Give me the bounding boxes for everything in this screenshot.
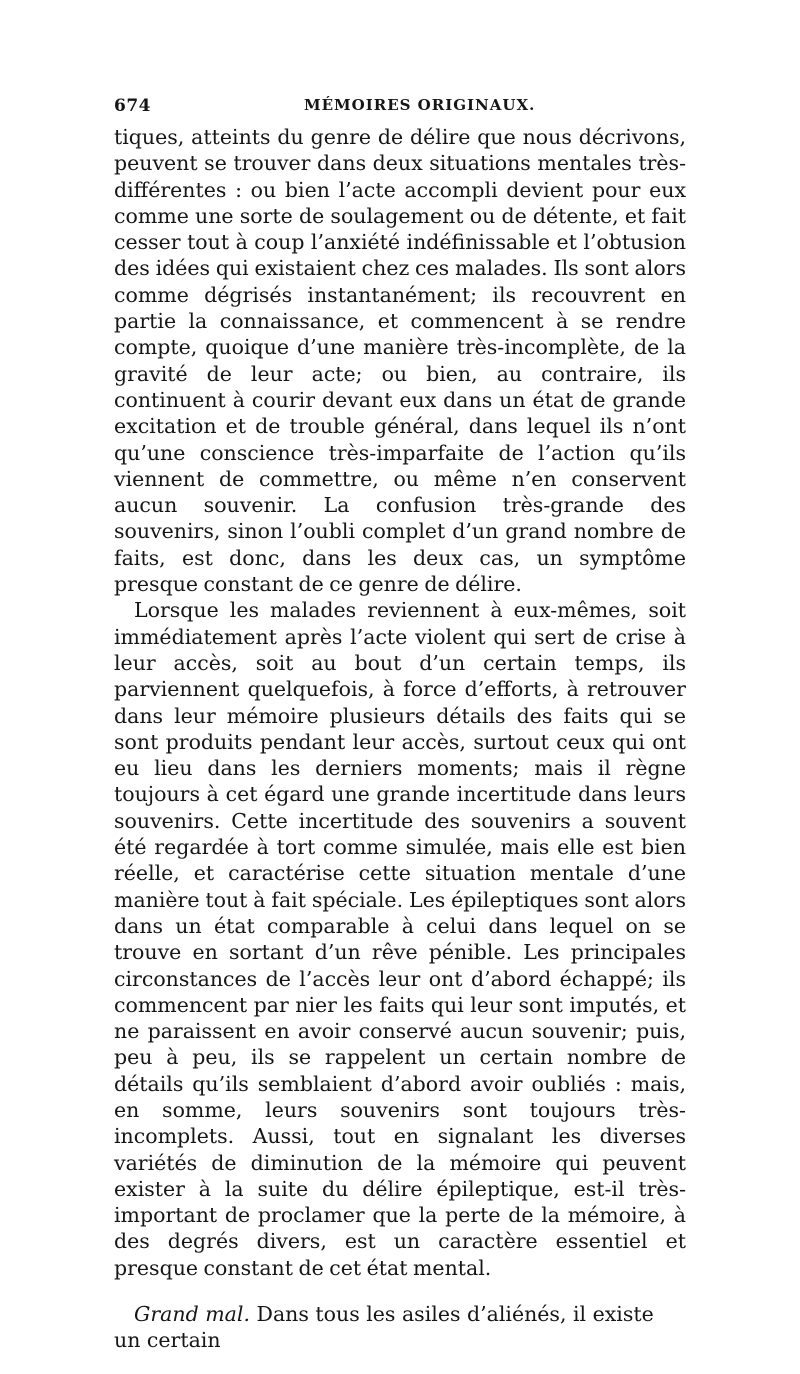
paragraph-memory: Lorsque les malades reviennent à eux-mêmes, soit immédiatement après l’acte violent qui sert de crise à leur accès, soit au bout d’un certain temps, ils parviennent quelquefois, à force d’efforts, à retrouver dans leur mémoire plusieurs détails des faits qui se sont produits pendant leur accès, surtout ceux qui ont eu lieu dans les derniers moments; mais il règne toujours à cet égard une grande incertitude dans leurs souvenirs. Cette incertitude des souvenirs a souvent été regardée à tort comme simulée, mais elle est bien réelle, et caractérise cette situation mentale d’une manière tout à fait spéciale. Les épileptiques sont alors dans un état comparable à celui dans lequel on se trouve en sortant d’un rêve pénible. Les principales circonstances de l’accès leur ont d’abord échappé; ils commencent par nier les faits qui leur sont imputés, et ne paraissent en avoir conservé aucun souvenir; puis, peu à peu, ils se rappelent un certain nombre de détails qu’ils semblaient d’abord avoir oubliés : mais, en somme, leurs souvenirs sont toujours très-incomplets. Aussi, tout en signalant les diverses variétés de diminution de la mémoire qui peuvent exister à la suite du délire épileptique, est-il très-important de proclamer que la perte de la mémoire, à des degrés divers, est un caractère essentiel et presque constant de cet état mental. <box>114 598 686 1280</box>
paragraph-continuation: tiques, atteints du genre de délire que nous décrivons, peuvent se trouver dans deux situations mentales très-différentes : ou bien l’acte accompli devient pour eux comme une sorte de soulagement ou de détente, et fait cesser tout à coup l’anxiété indéfinissable et l’obtusion des idées qui existaient chez ces malades. Ils sont alors comme dégrisés instantanément; ils recouvrent en partie la connaissance, et commencent à se rendre compte, quoique d’une manière très-incomplète, de la gravité de leur acte; ou bien, au contraire, ils continuent à courir devant eux dans un état de grande excitation et de trouble général, dans lequel ils n’ont qu’une conscience très-imparfaite de l’action qu’ils viennent de commettre, ou même n’en conservent aucun souvenir. La confusion très-grande des souvenirs, sinon l’oubli complet d’un grand nombre de faits, est donc, dans les deux cas, un symptôme presque constant de ce genre de délire. <box>114 125 686 597</box>
running-head <box>114 96 686 124</box>
book-page <box>114 96 686 1374</box>
body-text <box>114 124 686 1281</box>
section-text: Dans tous les asiles d’aliénés, il existe un certain <box>114 1302 654 1353</box>
section-title: Grand mal. <box>134 1302 250 1327</box>
page-number: 674 <box>114 96 151 116</box>
running-title: MÉMOIRES ORIGINAUX. <box>304 96 536 114</box>
section-grand-mal <box>114 1301 686 1354</box>
